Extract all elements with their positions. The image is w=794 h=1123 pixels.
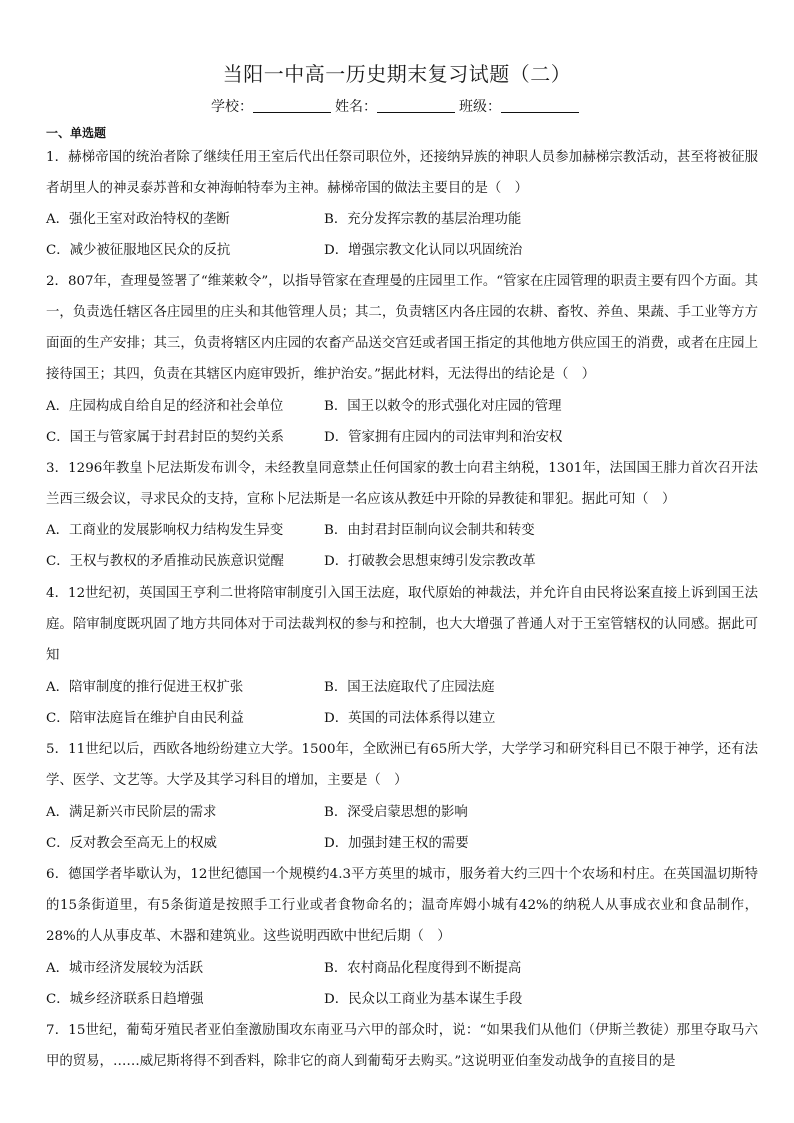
q5-option-a[interactable]: A．满足新兴市民阶层的需求 [46,805,217,820]
class-blank[interactable] [501,98,579,113]
q1-option-b[interactable]: B．充分发挥宗教的基层治理功能 [324,212,522,227]
section-heading: 一、单选题 [46,126,107,140]
q3-option-c[interactable]: C．王权与教权的矛盾推动民族意识觉醒 [46,554,284,569]
question-6-stem: 6．德国学者毕歇认为，12世纪德国一个规模约4.3平方英里的城市，服务着大约三四十个农场和村庄。在英国温切斯特的15条街道里，有5条街道是按照手工行业或者食物命名的；温奇库姆小城有42%的纳税人从事成衣业和食品制作，28%的人从事皮革、木器和建筑业。这些说明西欧中世纪后期（ ） [46,867,758,944]
q6-option-c[interactable]: C．城乡经济联系日趋增强 [46,992,204,1007]
class-label: 班级： [459,99,501,115]
question-5-stem: 5．11世纪以后，西欧各地纷纷建立大学。1500年，全欧洲已有65所大学，大学学习和研究科目已不限于神学，还有法学、医学、文艺等。大学及其学习科目的增加，主要是（ ） [46,742,758,788]
q4-option-a[interactable]: A．陪审制度的推行促进王权扩张 [46,680,244,695]
q1-option-a[interactable]: A．强化王室对政治特权的垄断 [46,212,230,227]
question-7-stem: 7．15世纪，葡萄牙殖民者亚伯奎激励围攻东南亚马六甲的部众时，说：“如果我们从他们（伊斯兰教徒）那里夺取马六甲的贸易，……威尼斯将得不到香料，除非它的商人到葡萄牙去购买。”这说明亚伯奎发动战争的直接目的是 [46,1023,758,1069]
q4-option-d[interactable]: D．英国的司法体系得以建立 [324,711,496,726]
q6-option-a[interactable]: A．城市经济发展较为活跃 [46,961,203,976]
q5-option-c[interactable]: C．反对教会至高无上的权威 [46,836,217,851]
q6-option-d[interactable]: D．民众以工商业为基本谋生手段 [324,992,523,1007]
q3-option-b[interactable]: B．由封君封臣制向议会制共和转变 [324,523,535,538]
q1-option-c[interactable]: C．减少被征服地区民众的反抗 [46,243,231,258]
q1-option-d[interactable]: D．增强宗教文化认同以巩固统治 [324,243,523,258]
q3-option-a[interactable]: A．工商业的发展影响权力结构发生异变 [46,523,284,538]
school-blank[interactable] [253,98,331,113]
q2-option-c[interactable]: C．国王与管家属于封君封臣的契约关系 [46,430,284,445]
q6-option-b[interactable]: B．农村商品化程度得到不断提高 [324,961,522,976]
school-label: 学校： [211,99,253,115]
q4-option-b[interactable]: B．国王法庭取代了庄园法庭 [324,680,495,695]
q2-option-b[interactable]: B．国王以敕令的形式强化对庄园的管理 [324,399,562,414]
name-blank[interactable] [377,98,455,113]
q3-option-d[interactable]: D．打破教会思想束缚引发宗教改革 [324,554,536,569]
name-label: 姓名： [335,99,377,115]
q5-option-d[interactable]: D．加强封建王权的需要 [324,836,469,851]
student-info-line [0,96,794,116]
q5-option-b[interactable]: B．深受启蒙思想的影响 [324,805,468,820]
page-title: 当阳一中高一历史期末复习试题（二） [222,62,572,86]
question-3-stem: 3．1296年教皇卜尼法斯发布训令，未经教皇同意禁止任何国家的教士向君主纳税，1301年，法国国王腓力首次召开法兰西三级会议，寻求民众的支持，宣称卜尼法斯是一名应该从教廷中开除的异教徒和罪犯。据此可知（ ） [46,461,758,507]
question-4-stem: 4．12世纪初，英国国王亨利二世将陪审制度引入国王法庭，取代原始的神裁法，并允许自由民将讼案直接上诉到国王法庭。陪审制度既巩固了地方共同体对于司法裁判权的参与和控制，也大大增强了普通人对于王室管辖权的认同感。据此可知 [46,586,758,663]
q2-option-d[interactable]: D．管家拥有庄园内的司法审判和治安权 [324,430,563,445]
question-2-stem: 2．807年，查理曼签署了“维莱敕令”，以指导管家在查理曼的庄园里工作。“管家在庄园管理的职责主要有四个方面。其一，负责选任辖区各庄园里的庄头和其他管理人员；其二，负责辖区内各庄园的农耕、畜牧、养鱼、果蔬、手工业等方方面面的生产安排；其三，负责将辖区内庄园的农畜产品送交宫廷或者国王指定的其他地方供应国王的消费，或者在庄园上接待国王；其四，负责在其辖区内庭审毁折，维护治安。”据此材料，无法得出的结论是（ ） [46,274,758,382]
question-1-stem: 1．赫梯帝国的统治者除了继续任用王室后代出任祭司职位外，还接纳异族的神职人员参加赫梯宗教活动，甚至将被征服者胡里人的神灵泰苏普和女神海帕特奉为主神。赫梯帝国的做法主要目的是（ ） [46,150,758,196]
q4-option-c[interactable]: C．陪审法庭旨在维护自由民利益 [46,711,244,726]
q2-option-a[interactable]: A．庄园构成自给自足的经济和社会单位 [46,399,284,414]
